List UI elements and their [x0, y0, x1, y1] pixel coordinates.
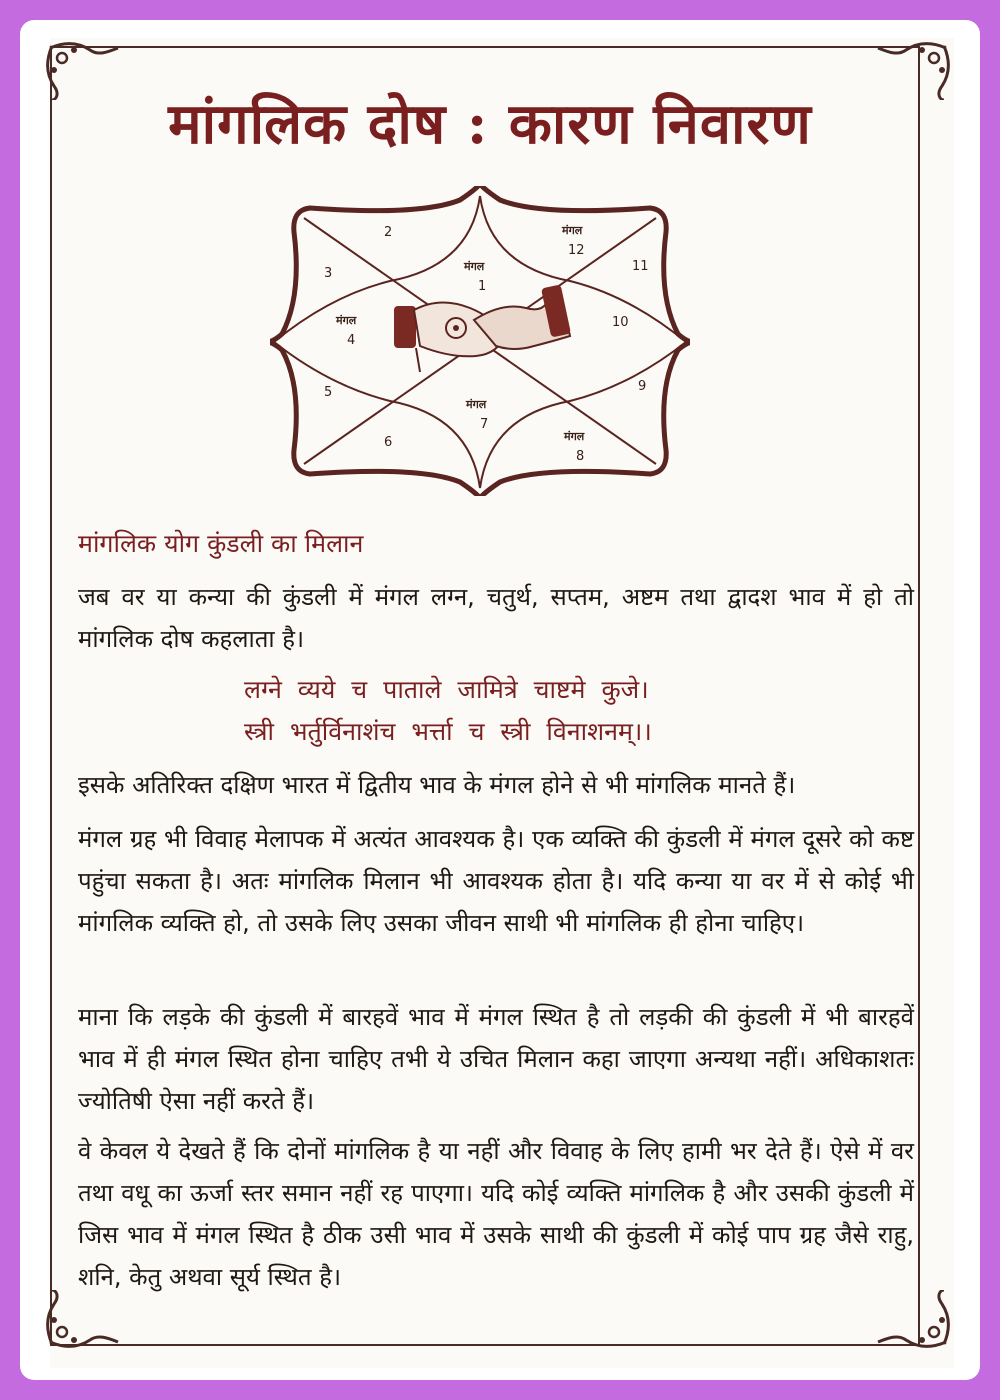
house-11: 11 — [632, 259, 649, 274]
house-1: 1 — [478, 279, 487, 294]
house-7: 7 — [480, 417, 489, 432]
house-12: 12 — [568, 243, 585, 258]
house-8: 8 — [576, 449, 585, 464]
corner-ornament-bottom-left — [44, 1290, 124, 1350]
mangal-label-house-12: मंगल — [562, 224, 583, 237]
paragraph-1: जब वर या कन्या की कुंडली में मंगल लग्न, चतुर्थ, सप्तम, अष्टम तथा द्वादश भाव में हो तो मांगलिक दोष कहलाता है। — [78, 583, 914, 653]
mangal-label-house-7: मंगल — [466, 398, 487, 411]
paragraph-5: वे केवल ये देखते हैं कि दोनों मांगलिक है या नहीं और विवाह के लिए हामी भर देते हैं। ऐसे में वर तथा वधू का ऊर्जा स्तर समान नहीं रह पाएगा। यदि कोई व्यक्ति मांगलिक है और उसकी कुंडली में जिस भाव में मंगल स्थित है ठीक उसी भाव में उसके साथी की कुंडली में कोई पाप ग्रह जैसे राहु, शनि, केतु अथवा सूर्य स्थित है। — [78, 1137, 914, 1291]
shloka-line-1: लग्ने व्यये च पाताले जामित्रे चाष्टमे कुजे। — [244, 675, 649, 704]
house-2: 2 — [384, 225, 393, 240]
corner-ornament-top-right — [872, 40, 952, 100]
house-3: 3 — [324, 266, 333, 281]
corner-ornament-bottom-right — [872, 1290, 952, 1350]
house-4: 4 — [347, 333, 356, 348]
paragraph-3: मंगल ग्रह भी विवाह मेलापक में अत्यंत आवश्यक है। एक व्यक्ति की कुंडली में मंगल दूसरे को कष्ट पहुंचा सकता है। अतः मांगलिक मिलान भी आवश्यक होता है। यदि कन्या या वर में से कोई भी मांगलिक व्यक्ति हो, तो उसके लिए उसका जीवन साथी भी मांगलिक ही होना चाहिए। — [78, 825, 914, 937]
mangal-label-house-1: मंगल — [464, 260, 485, 273]
mangal-label-house-8: मंगल — [564, 430, 585, 443]
kundli-chart — [270, 186, 690, 496]
house-5: 5 — [324, 385, 333, 400]
house-9: 9 — [638, 379, 647, 394]
paragraph-2: इसके अतिरिक्त दक्षिण भारत में द्वितीय भाव के मंगल होने से भी मांगलिक मानते हैं। — [78, 771, 796, 799]
page-title: मांगलिक दोष : कारण निवारण — [168, 91, 812, 157]
section-subheading: मांगलिक योग कुंडली का मिलान — [78, 529, 364, 558]
paragraph-4: माना कि लड़के की कुंडली में बारहवें भाव में मंगल स्थित है तो लड़की की कुंडली में भी बारहवें भाव में ही मंगल स्थित होना चाहिए तभी ये उचित मिलान कहा जाएगा अन्यथा नहीं। अधिकाशतः ज्योतिषी ऐसा नहीं करते हैं। — [78, 1003, 914, 1115]
shloka-line-2: स्त्री भर्तुर्विनाशंच भर्त्ता च स्त्री विनाशनम्।। — [244, 717, 652, 746]
house-6: 6 — [384, 435, 393, 450]
handshake-illustration — [394, 284, 571, 372]
mangal-label-house-4: मंगल — [336, 314, 357, 327]
house-10: 10 — [612, 315, 629, 330]
